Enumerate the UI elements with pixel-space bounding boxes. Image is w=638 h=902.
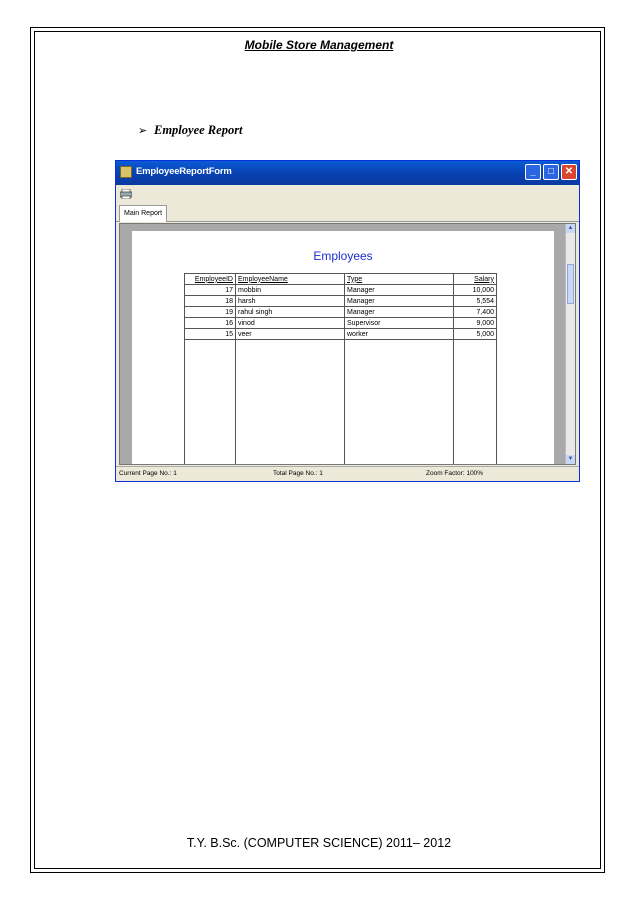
report-title: Employees [313, 249, 373, 263]
status-bar [116, 466, 579, 481]
table-row [185, 329, 497, 340]
table-row [185, 307, 497, 318]
status-current-page: Current Page No.: 1 [119, 470, 177, 477]
cell-type: Supervisor [345, 318, 454, 329]
close-button[interactable]: ✕ [561, 164, 577, 180]
document-header-title: Mobile Store Management [244, 38, 394, 52]
cell-employee-id: 17 [185, 285, 236, 296]
cell-salary: 10,000 [454, 285, 497, 296]
scroll-up-icon[interactable]: ▲ [567, 225, 574, 231]
cell-type: Manager [345, 307, 454, 318]
status-total-page: Total Page No.: 1 [273, 470, 323, 477]
arrow-bullet-icon: ➢ [138, 124, 148, 137]
document-footer: T.Y. B.Sc. (COMPUTER SCIENCE) 2011– 2012 [186, 836, 452, 850]
employee-report-window [115, 160, 580, 482]
cell-employee-id: 16 [185, 318, 236, 329]
cell-salary: 5,000 [454, 329, 497, 340]
cell-type: Manager [345, 296, 454, 307]
report-toolbar [116, 185, 579, 205]
report-page [132, 231, 554, 465]
column-header-employee-id: EmployeeID [185, 274, 236, 285]
section-heading [138, 123, 243, 138]
column-header-employee-name: EmployeeName [236, 274, 345, 285]
report-tabs [116, 205, 579, 222]
section-heading-text: Employee Report [154, 123, 243, 137]
cell-employee-id: 19 [185, 307, 236, 318]
cell-type: worker [345, 329, 454, 340]
employee-table [184, 273, 497, 465]
vertical-scrollbar[interactable] [565, 224, 575, 464]
cell-type: Manager [345, 285, 454, 296]
tab-main-report[interactable]: Main Report [119, 205, 167, 222]
maximize-button[interactable]: □ [543, 164, 559, 180]
cell-employee-name: rahul singh [236, 307, 345, 318]
scroll-thumb[interactable] [567, 264, 574, 304]
status-zoom-factor: Zoom Factor: 100% [426, 470, 484, 477]
report-viewer [119, 223, 576, 465]
window-title: EmployeeReportForm [136, 166, 232, 177]
column-header-salary: Salary [454, 274, 497, 285]
table-filler-row [185, 340, 497, 466]
window-titlebar[interactable] [116, 161, 579, 185]
table-row [185, 318, 497, 329]
form-icon [120, 166, 132, 178]
cell-salary: 9,000 [454, 318, 497, 329]
cell-employee-name: veer [236, 329, 345, 340]
print-icon[interactable] [120, 189, 132, 199]
column-header-type: Type [345, 274, 454, 285]
cell-employee-id: 15 [185, 329, 236, 340]
cell-salary: 7,400 [454, 307, 497, 318]
cell-employee-id: 18 [185, 296, 236, 307]
table-row [185, 285, 497, 296]
table-row [185, 296, 497, 307]
cell-employee-name: mobbin [236, 285, 345, 296]
minimize-button[interactable]: _ [525, 164, 541, 180]
cell-employee-name: harsh [236, 296, 345, 307]
cell-employee-name: vinod [236, 318, 345, 329]
scroll-down-icon[interactable]: ▼ [567, 456, 574, 462]
cell-salary: 5,554 [454, 296, 497, 307]
